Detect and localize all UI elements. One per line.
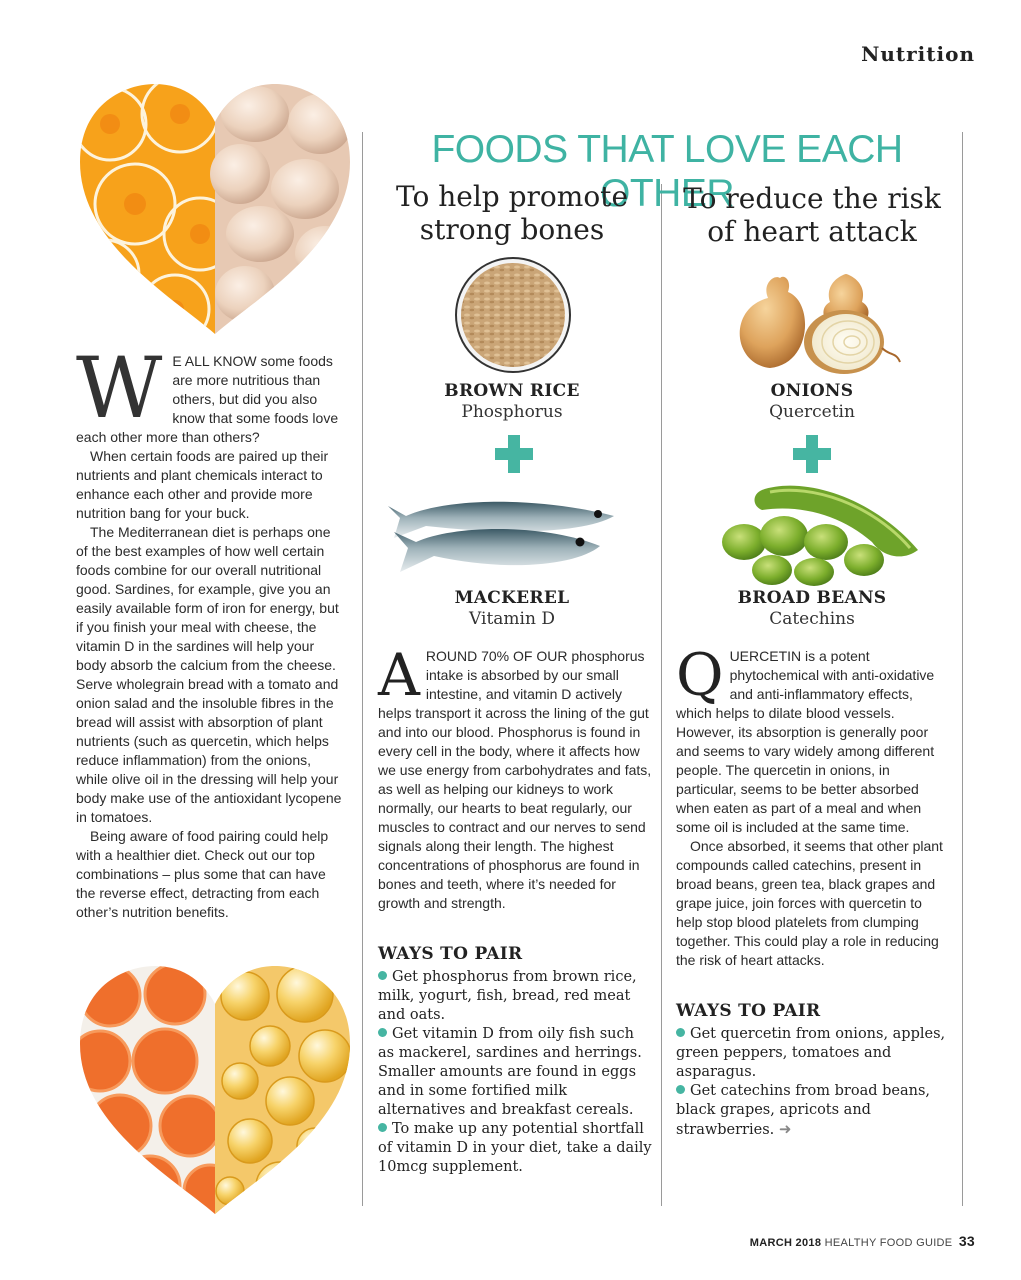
column-1-ways bbox=[378, 944, 654, 1177]
nutrient-phosphorus: Phosphorus bbox=[461, 402, 563, 422]
column-divider-middle bbox=[661, 184, 662, 1206]
plus-icon bbox=[793, 435, 831, 473]
brown-rice-image bbox=[454, 256, 572, 374]
column-2-body-2: Once absorbed, it seems that other plant compounds called catechins, present in broad beans, green tea, black grapes and grape juice, join forces with quercetin to help stop blood platelets from clumping together. This could play a role in reducing the risk of heart attacks. bbox=[676, 838, 943, 968]
column-2-heading bbox=[663, 182, 961, 248]
footer-month: MARCH 2018 bbox=[749, 1237, 822, 1249]
food-name-broad-beans: BROAD BEANS bbox=[737, 588, 887, 608]
bullet-dot-icon bbox=[676, 1085, 685, 1094]
bullet-dot-icon bbox=[378, 971, 387, 980]
mackerel-image bbox=[386, 494, 622, 578]
broad-beans-image bbox=[722, 476, 922, 586]
ways-item: Get vitamin D from oily fish such as mackerel, sardines and herrings. Smaller amounts are found in eggs and in some fortified milk alternatives and breakfast cereals. bbox=[378, 1026, 642, 1118]
bullet-dot-icon bbox=[378, 1123, 387, 1132]
intro-article bbox=[76, 339, 342, 922]
intro-paragraph-1: E ALL KNOW some foods are more nutritious than others, but did you also know that some foods love each other more than others? bbox=[76, 353, 339, 445]
intro-paragraph-2: When certain foods are paired up their nutrients and plant chemicals interact to enhance each other and provide more nutrition bang for your buck. bbox=[76, 448, 329, 521]
intro-paragraph-4: Being aware of food pairing could help with a healthier diet. Check out our top combinations – plus some that can have the reverse effect, detracting from each other’s nutrition benefits. bbox=[76, 828, 329, 920]
column-1-heading-line1: To help promote bbox=[395, 180, 629, 213]
column-divider-left bbox=[362, 132, 363, 1206]
column-1-food-1 bbox=[364, 381, 660, 422]
nutrient-quercetin: Quercetin bbox=[769, 402, 855, 422]
ways-to-pair-heading: WAYS TO PAIR bbox=[676, 1001, 821, 1021]
column-1-food-2 bbox=[364, 588, 660, 629]
page-headline: FOODS THAT LOVE EACH OTHER bbox=[431, 128, 903, 215]
arrow-right-icon: ➜ bbox=[778, 1120, 792, 1138]
ways-to-pair-heading: WAYS TO PAIR bbox=[378, 944, 523, 964]
ways-item: To make up any potential shortfall of vitamin D in your diet, take a daily 10mcg supplement. bbox=[378, 1121, 652, 1175]
column-2-heading-line1: To reduce the risk bbox=[683, 182, 941, 215]
onions-image bbox=[726, 272, 902, 376]
column-2-heading-line2: of heart attack bbox=[707, 215, 917, 248]
section-label: Nutrition bbox=[861, 42, 975, 66]
food-name-onions: ONIONS bbox=[770, 381, 854, 401]
intro-dropcap: W bbox=[76, 339, 163, 437]
plus-icon bbox=[495, 435, 533, 473]
bullet-dot-icon bbox=[676, 1028, 685, 1037]
column-2-ways bbox=[676, 1001, 952, 1140]
column-divider-right bbox=[962, 132, 963, 1206]
footer-magazine: HEALTHY FOOD GUIDE bbox=[824, 1237, 953, 1249]
ways-item: Get phosphorus from brown rice, milk, yogurt, fish, bread, red meat and oats. bbox=[378, 969, 637, 1023]
column-1-body: ROUND 70% OF OUR phosphorus intake is absorbed by our small intestine, and vitamin D actively helps transport it across the lining of the gut and into our blood. Phosphorus is found in every cell in the body, where it affects how we use energy from carbohydrates and fats, as well as helping our kidneys to work normally, our hearts to beat regularly, our muscles to contract and our nerves to send signals along their length. The highest concentrations of phosphorus are found in bones and teeth, where it’s needed for growth and strength. bbox=[378, 648, 652, 911]
orange-egg-heart-image bbox=[80, 84, 350, 336]
column-1-heading bbox=[364, 180, 660, 246]
ways-item: Get quercetin from onions, apples, green peppers, tomatoes and asparagus. bbox=[676, 1026, 946, 1080]
column-2-body: UERCETIN is a potent phytochemical with anti-oxidative and anti-inflammatory effects, which helps to dilate blood vessels. However, its absorption is generally poor and seems to vary widely among different people. The quercetin in onions, in particular, seems to be better absorbed when eaten as part of a meal and when some oil is included at the same time. bbox=[676, 648, 935, 835]
column-2-article bbox=[676, 641, 952, 970]
nutrient-vitamin-d: Vitamin D bbox=[469, 609, 555, 629]
food-name-brown-rice: BROWN RICE bbox=[444, 381, 580, 401]
carrot-oil-heart-image bbox=[80, 966, 350, 1216]
column-2-food-2 bbox=[663, 588, 961, 629]
bullet-dot-icon bbox=[378, 1028, 387, 1037]
column-2-food-1 bbox=[663, 381, 961, 422]
column-2-dropcap: Q bbox=[676, 641, 724, 709]
column-1-article bbox=[378, 641, 652, 913]
column-1-dropcap: A bbox=[378, 641, 420, 709]
page-number: 33 bbox=[958, 1233, 975, 1249]
page-footer bbox=[750, 1233, 975, 1249]
intro-paragraph-3: The Mediterranean diet is perhaps one of the best examples of how well certain foods combine for our overall nutritional good. Sardines, for example, give you an easily available form of iron for energy, but if you finish your meal with cheese, the vitamin D in the sardines will help your body absorb the calcium from the cheese. Serve wholegrain bread with a tomato and onion salad and the insoluble fibres in the bread will assist with absorption of plant nutrients (such as quercetin, which helps reduce inflammation) from the onions, while olive oil in the dressing will help your body make use of the antioxidant lycopene in tomatoes. bbox=[76, 524, 342, 825]
ways-item: Get catechins from broad beans, black grapes, apricots and strawberries. ➜ bbox=[676, 1083, 931, 1138]
nutrient-catechins: Catechins bbox=[769, 609, 855, 629]
food-name-mackerel: MACKEREL bbox=[454, 588, 570, 608]
column-1-heading-line2: strong bones bbox=[419, 213, 605, 246]
